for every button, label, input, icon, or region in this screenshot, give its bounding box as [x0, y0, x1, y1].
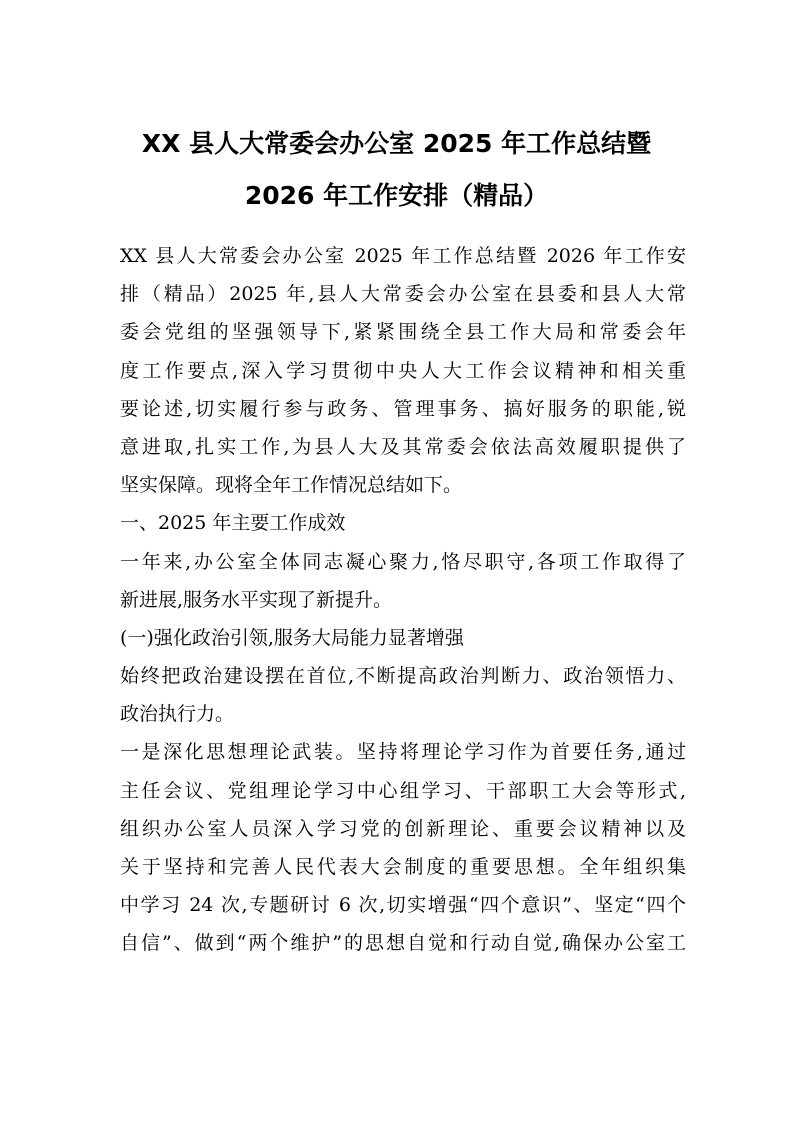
body-line: 自信”、做到“两个维护”的思想自觉和行动自觉,确保办公室工	[120, 932, 686, 955]
body-line: 坚实保障。现将全年工作情况总结如下。	[120, 474, 463, 497]
body-line: 主任会议、党组理论学习中心组学习、干部职工大会等形式,	[120, 779, 686, 802]
body-line: 政治执行力。	[120, 703, 235, 726]
body-line: 中学习 24 次,专题研讨 6 次,切实增强“四个意识”、坚定“四个	[120, 894, 686, 917]
body-line: 排（精品）2025 年,县人大常委会办公室在县委和县人大常	[120, 283, 686, 306]
subsection-heading: (一)强化政治引领,服务大局能力显著增强	[120, 626, 464, 649]
body-line: 度工作要点,深入学习贯彻中央人大工作会议精神和相关重	[120, 359, 686, 382]
document-body	[120, 237, 686, 963]
body-line: 新进展,服务水平实现了新提升。	[120, 588, 393, 611]
body-line: XX 县人大常委会办公室 2025 年工作总结暨 2026 年工作安	[120, 245, 686, 267]
body-line: 委会党组的坚强领导下,紧紧围绕全县工作大局和常委会年	[120, 321, 686, 344]
body-line: 一是深化思想理论武装。坚持将理论学习作为首要任务,通过	[120, 741, 686, 764]
section-heading: 一、2025 年主要工作成效	[120, 512, 346, 535]
body-line: 始终把政治建设摆在首位,不断提高政治判断力、政治领悟力、	[120, 665, 686, 688]
body-line: 组织办公室人员深入学习党的创新理论、重要会议精神以及	[120, 817, 686, 840]
document-title-line-2: 2026 年工作安排（精品）	[244, 181, 549, 210]
body-line: 意进取,扎实工作,为县人大及其常委会依法高效履职提供了	[120, 435, 686, 458]
document-title-line-1: XX 县人大常委会办公室 2025 年工作总结暨	[141, 129, 652, 158]
body-line: 一年来,办公室全体同志凝心聚力,恪尽职守,各项工作取得了	[120, 550, 686, 573]
body-line: 要论述,切实履行参与政务、管理事务、搞好服务的职能,锐	[120, 397, 686, 420]
body-line: 关于坚持和完善人民代表大会制度的重要思想。全年组织集	[120, 856, 686, 878]
